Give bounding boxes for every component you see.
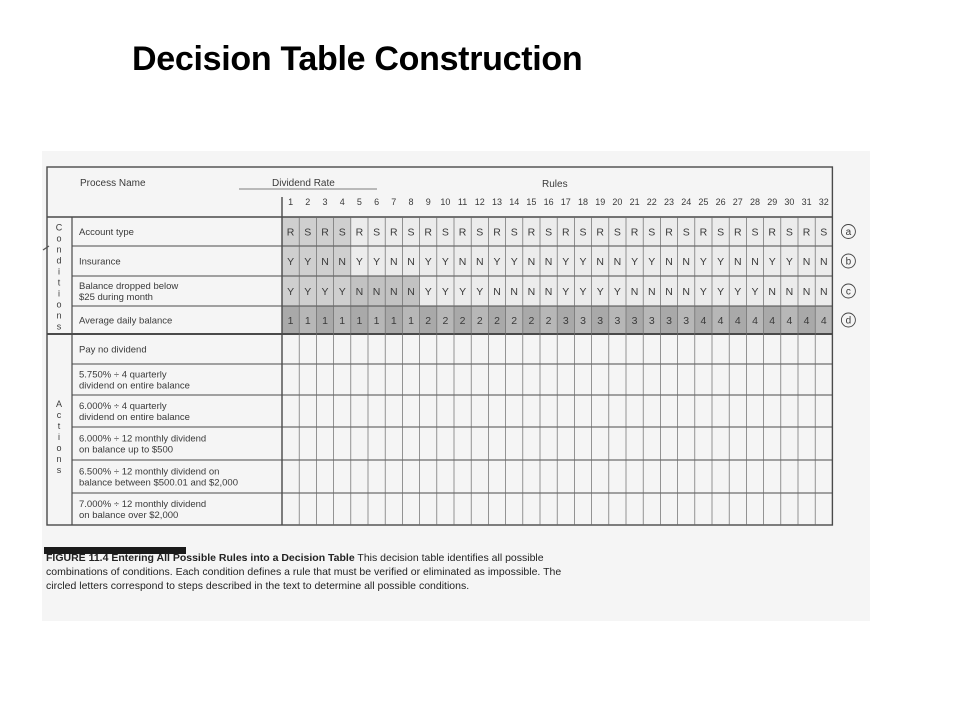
condition-value: N: [596, 256, 604, 268]
condition-value: 3: [666, 315, 672, 327]
caption-text-3: circled letters correspond to steps described in the text to determine all possible conditions.: [46, 580, 470, 592]
rule-number: 8: [408, 197, 414, 207]
condition-value: 2: [442, 315, 449, 327]
action-label: dividend on entire balance: [79, 380, 190, 392]
actions-side-letter: o: [56, 442, 62, 453]
actions-side-letter: n: [56, 453, 62, 464]
condition-value: S: [648, 226, 656, 239]
conditions-side-letter: C: [55, 222, 63, 233]
condition-value: N: [338, 256, 346, 268]
actions-side-letter: i: [58, 431, 60, 442]
condition-value: Y: [717, 286, 725, 298]
condition-value: S: [717, 226, 725, 239]
conditions-side-letter: n: [56, 310, 62, 321]
rule-number: 13: [491, 197, 503, 207]
condition-value: Y: [699, 256, 707, 268]
condition-value: Y: [373, 256, 381, 268]
condition-value: N: [682, 286, 690, 298]
condition-value: 2: [545, 315, 552, 327]
condition-value: 4: [700, 315, 707, 327]
condition-value: Y: [287, 286, 295, 298]
condition-value: S: [304, 226, 312, 239]
action-label: Pay no dividend: [79, 344, 147, 356]
condition-value: N: [802, 256, 811, 268]
condition-value: 3: [648, 315, 655, 327]
condition-value: 1: [322, 315, 328, 327]
action-label: balance between $500.01 and $2,000: [79, 477, 238, 489]
condition-value: Y: [304, 286, 312, 298]
condition-value: 1: [373, 315, 380, 327]
condition-value: Y: [459, 286, 467, 298]
condition-value: N: [544, 286, 553, 298]
condition-value: N: [407, 256, 415, 268]
conditions-side-letter: i: [58, 266, 60, 277]
condition-value: Y: [304, 256, 312, 268]
rule-number: 30: [784, 197, 795, 207]
condition-value: Y: [476, 286, 484, 298]
condition-value: 4: [803, 315, 810, 327]
rule-number: 21: [629, 197, 640, 207]
rule-number: 2: [305, 197, 311, 207]
rule-number: 11: [457, 197, 468, 207]
figure-heading: Entering All Possible Rules into a Decision Table: [111, 552, 355, 564]
condition-value: S: [785, 226, 793, 239]
rule-number: 16: [543, 197, 554, 207]
condition-value: Y: [338, 286, 346, 298]
condition-value: 2: [476, 315, 483, 327]
condition-value: 4: [717, 315, 724, 327]
condition-value: N: [665, 286, 673, 298]
rule-number: 10: [440, 197, 451, 207]
condition-value: R: [802, 226, 811, 239]
conditions-side-letter: i: [58, 288, 60, 299]
condition-value: 3: [614, 315, 621, 327]
condition-value: 2: [528, 315, 535, 327]
condition-value: R: [321, 226, 329, 239]
condition-value: Y: [321, 286, 329, 298]
condition-value: R: [424, 226, 432, 239]
condition-value: R: [527, 226, 536, 239]
condition-value: 1: [356, 315, 363, 327]
condition-value: N: [751, 256, 759, 268]
condition-value: N: [544, 256, 553, 268]
rule-number: 5: [356, 197, 362, 207]
condition-value: Y: [768, 256, 776, 268]
condition-value: N: [802, 286, 811, 298]
caption-text-2: combinations of conditions. Each condition defines a rule that must be verified or eliminated as impossible. The: [46, 566, 562, 578]
condition-value: Y: [287, 256, 295, 268]
condition-value: N: [648, 286, 656, 298]
condition-value: Y: [717, 256, 725, 268]
condition-value: R: [562, 226, 570, 239]
action-label: on balance up to $500: [79, 444, 174, 456]
condition-value: N: [476, 256, 484, 268]
condition-value: Y: [751, 286, 759, 298]
step-letter: d: [845, 315, 852, 327]
action-label: 7.000% ÷ 12 monthly dividend: [79, 499, 207, 510]
rule-number: 32: [818, 197, 829, 207]
condition-value: 1: [408, 315, 414, 327]
step-letter: b: [845, 256, 852, 268]
condition-value: Y: [562, 286, 570, 298]
rule-number: 24: [681, 197, 692, 207]
condition-value: S: [476, 226, 484, 239]
condition-value: Y: [631, 256, 639, 268]
condition-value: R: [768, 226, 776, 239]
condition-label: Average daily balance: [79, 315, 173, 327]
rule-number: 12: [474, 197, 485, 207]
condition-value: 1: [390, 315, 397, 327]
condition-value: N: [768, 286, 776, 298]
conditions-side-letter: n: [56, 244, 62, 255]
condition-value: N: [458, 256, 467, 268]
condition-value: Y: [562, 256, 570, 268]
action-label: dividend on entire balance: [79, 412, 190, 423]
condition-value: N: [613, 256, 622, 268]
rule-number: 9: [425, 197, 431, 207]
condition-value: 4: [734, 315, 741, 327]
condition-value: N: [682, 256, 690, 268]
condition-value: Y: [510, 256, 518, 268]
step-letter: c: [845, 286, 851, 298]
action-label: 5.750% ÷ 4 quarterly: [79, 369, 167, 381]
condition-value: S: [613, 226, 621, 239]
rule-number: 1: [288, 197, 294, 207]
rule-number: 19: [595, 197, 606, 207]
condition-value: R: [630, 226, 639, 239]
condition-value: Y: [441, 286, 449, 298]
rule-number: 14: [509, 197, 520, 207]
condition-value: N: [355, 286, 364, 298]
condition-value: R: [665, 226, 673, 239]
process-name-value: Dividend Rate: [272, 178, 335, 189]
conditions-side-letter: t: [57, 277, 61, 288]
condition-value: 4: [786, 315, 793, 327]
actions-side-letter: c: [56, 409, 62, 420]
condition-value: Y: [579, 256, 587, 268]
condition-value: 2: [494, 315, 500, 327]
rule-number: 15: [526, 197, 537, 207]
action-label: on balance over $2,000: [79, 510, 179, 521]
condition-value: N: [390, 256, 398, 268]
condition-value: N: [665, 256, 673, 268]
rule-number: 4: [339, 197, 345, 207]
figure-caption: [42, 551, 870, 593]
condition-value: R: [493, 226, 501, 239]
action-label: 6.000% ÷ 4 quarterly: [79, 401, 167, 412]
slide-title: Decision Table Construction: [132, 40, 583, 78]
condition-value: N: [820, 286, 828, 298]
condition-value: R: [390, 226, 398, 239]
condition-value: N: [510, 286, 518, 298]
figure-number: FIGURE 11.4: [46, 552, 109, 564]
condition-value: S: [579, 226, 587, 239]
condition-value: R: [699, 226, 708, 239]
rule-number: 20: [612, 197, 623, 207]
scanned-figure: [42, 151, 870, 621]
conditions-side-letter: o: [56, 299, 62, 310]
rule-number: 17: [560, 197, 571, 207]
condition-value: Y: [424, 256, 432, 268]
rule-number: 6: [374, 197, 380, 207]
scan-mark: [43, 246, 49, 250]
rule-number: 22: [646, 197, 657, 207]
action-label: 6.000% ÷ 12 monthly dividend: [79, 433, 207, 445]
condition-value: N: [630, 286, 639, 298]
condition-value: 4: [820, 315, 827, 327]
condition-value: 2: [459, 315, 466, 327]
conditions-side-letter: d: [56, 255, 62, 266]
step-letter: a: [845, 227, 852, 238]
conditions-side-letter: s: [56, 321, 62, 332]
condition-value: N: [321, 256, 329, 268]
condition-value: S: [441, 226, 449, 239]
condition-value: Y: [613, 286, 621, 298]
rule-number: 27: [732, 197, 743, 207]
actions-side-letter: t: [57, 420, 61, 431]
condition-value: 1: [304, 315, 311, 327]
rule-number: 3: [322, 197, 328, 207]
condition-value: R: [355, 226, 364, 239]
condition-value: 2: [511, 315, 518, 327]
condition-label: Account type: [79, 227, 134, 238]
rule-number: 18: [577, 197, 589, 207]
rule-number: 29: [767, 197, 778, 207]
condition-value: 3: [683, 315, 690, 327]
condition-value: Y: [785, 256, 793, 268]
condition-label: Balance dropped below: [79, 281, 179, 292]
condition-value: Y: [699, 286, 707, 298]
condition-value: Y: [424, 286, 432, 298]
condition-value: 1: [287, 315, 294, 327]
rules-label: Rules: [542, 179, 568, 190]
condition-value: S: [751, 226, 759, 239]
condition-value: R: [286, 226, 295, 239]
condition-value: Y: [355, 256, 363, 268]
process-name-label: Process Name: [80, 178, 146, 189]
rule-number: 28: [749, 197, 761, 207]
condition-value: Y: [648, 256, 656, 268]
condition-value: R: [596, 226, 604, 239]
condition-value: Y: [734, 286, 742, 298]
rule-number: 26: [715, 197, 726, 207]
actions-side-letter: s: [56, 464, 62, 475]
condition-value: 3: [597, 315, 604, 327]
condition-value: 4: [752, 315, 758, 327]
condition-value: Y: [441, 256, 449, 268]
actions-side-letter: A: [55, 398, 63, 409]
condition-value: S: [510, 226, 518, 239]
rule-number: 25: [698, 197, 709, 207]
condition-value: S: [545, 226, 553, 239]
decision-table: [42, 151, 870, 546]
condition-value: S: [338, 226, 346, 239]
rule-number: 31: [801, 197, 812, 207]
condition-value: 1: [339, 315, 346, 327]
condition-value: N: [527, 256, 536, 268]
condition-value: S: [407, 226, 415, 239]
condition-value: N: [734, 256, 742, 268]
condition-value: N: [527, 286, 536, 298]
rule-number: 7: [391, 197, 397, 207]
condition-value: 3: [631, 315, 638, 327]
condition-value: R: [458, 226, 467, 239]
condition-value: S: [820, 226, 828, 239]
condition-value: Y: [596, 286, 604, 298]
condition-value: N: [785, 286, 794, 298]
condition-value: N: [820, 256, 828, 268]
caption-text-1: This decision table identifies all possible: [357, 552, 544, 564]
condition-value: S: [373, 226, 381, 239]
condition-value: S: [682, 226, 690, 239]
condition-label: Insurance: [79, 256, 121, 268]
rule-number: 23: [663, 197, 675, 207]
condition-value: R: [734, 226, 742, 239]
conditions-side-letter: o: [56, 233, 62, 244]
condition-value: 3: [562, 315, 569, 327]
condition-value: 4: [769, 315, 776, 327]
action-label: 6.500% ÷ 12 monthly dividend on: [79, 466, 220, 478]
condition-value: N: [390, 286, 398, 298]
condition-value: Y: [493, 256, 501, 268]
condition-value: N: [407, 286, 415, 298]
condition-value: N: [372, 286, 381, 298]
condition-label: $25 during month: [79, 292, 153, 303]
condition-value: 2: [425, 315, 432, 327]
condition-value: N: [493, 286, 501, 298]
condition-value: Y: [579, 286, 587, 298]
condition-value: 3: [580, 315, 586, 327]
